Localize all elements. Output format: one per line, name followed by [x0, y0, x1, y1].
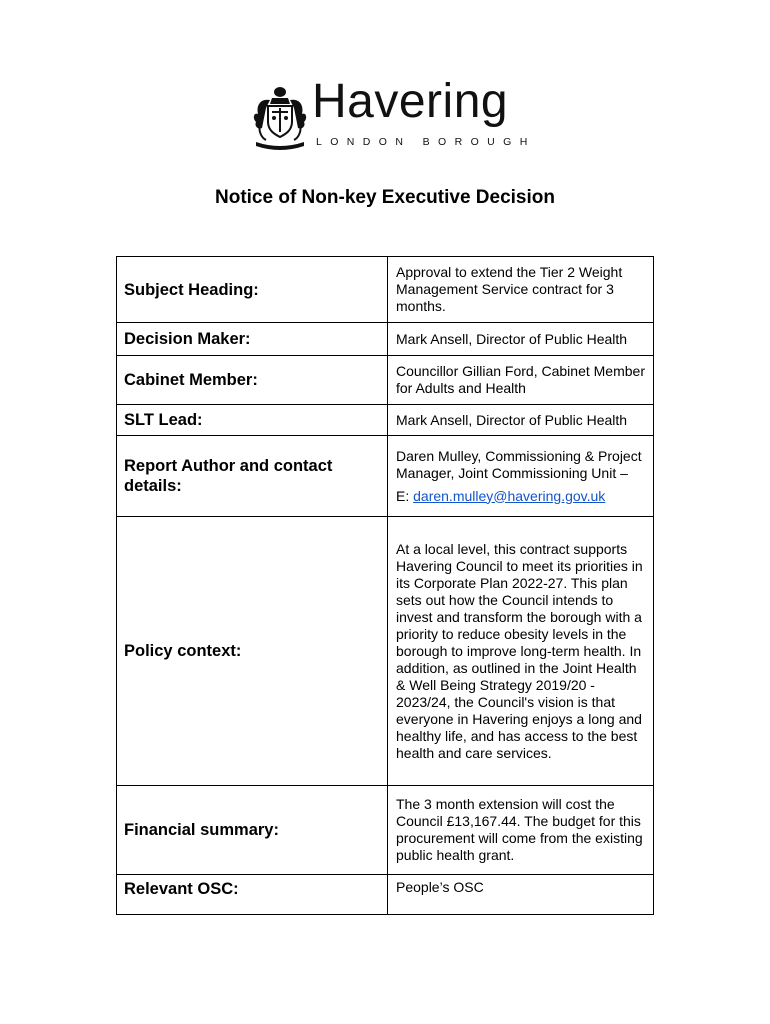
report-author-label: Report Author and contact details:	[117, 436, 388, 517]
report-author-email-line	[396, 488, 647, 505]
table-row	[117, 405, 654, 436]
report-author-text: Daren Mulley, Commissioning & Project Manager, Joint Commissioning Unit –	[396, 447, 642, 481]
table-row	[117, 517, 654, 786]
table-row	[117, 786, 654, 875]
decision-maker-label: Decision Maker:	[117, 323, 388, 356]
subject-heading-label: Subject Heading:	[117, 257, 388, 323]
table-row	[117, 257, 654, 323]
report-author-value	[388, 436, 654, 517]
policy-context-value: At a local level, this contract supports Havering Council to meet its priorities in its Corporate Plan 2022-27. This plan sets out how the Council intends to invest and transform the borough with a priority to reduce obesity levels in the borough to improve long-term health. In addition, as outlined in the Joint Health & Well Being Strategy 2019/20 - 2023/24, the Council's vision is that everyone in Havering enjoys a long and healthy life, and has access to the best health and care services.	[388, 517, 654, 786]
slt-lead-label: SLT Lead:	[117, 405, 388, 436]
decision-table	[116, 256, 654, 915]
decision-maker-value: Mark Ansell, Director of Public Health	[388, 323, 654, 356]
table-row	[117, 436, 654, 517]
subject-heading-value: Approval to extend the Tier 2 Weight Management Service contract for 3 months.	[388, 257, 654, 323]
financial-summary-value: The 3 month extension will cost the Council £13,167.44. The budget for this procurement will come from the existing public health grant.	[388, 786, 654, 875]
table-row	[117, 356, 654, 405]
policy-context-label: Policy context:	[117, 517, 388, 786]
slt-lead-value: Mark Ansell, Director of Public Health	[388, 405, 654, 436]
table-row	[117, 323, 654, 356]
relevant-osc-value: People’s OSC	[388, 875, 654, 915]
havering-crest-icon	[252, 84, 308, 150]
email-prefix: E:	[396, 487, 414, 504]
logo-wordmark: Havering	[312, 75, 509, 128]
table-row	[117, 875, 654, 915]
financial-summary-label: Financial summary:	[117, 786, 388, 875]
page-title: Notice of Non-key Executive Decision	[215, 187, 555, 208]
logo-subtitle: LONDON BOROUGH	[316, 136, 536, 148]
author-email-link[interactable]: daren.mulley@havering.gov.uk	[413, 487, 606, 504]
cabinet-member-value: Councillor Gillian Ford, Cabinet Member for Adults and Health	[388, 356, 654, 405]
havering-logo	[252, 75, 542, 154]
cabinet-member-label: Cabinet Member:	[117, 356, 388, 405]
relevant-osc-label: Relevant OSC:	[117, 875, 388, 915]
